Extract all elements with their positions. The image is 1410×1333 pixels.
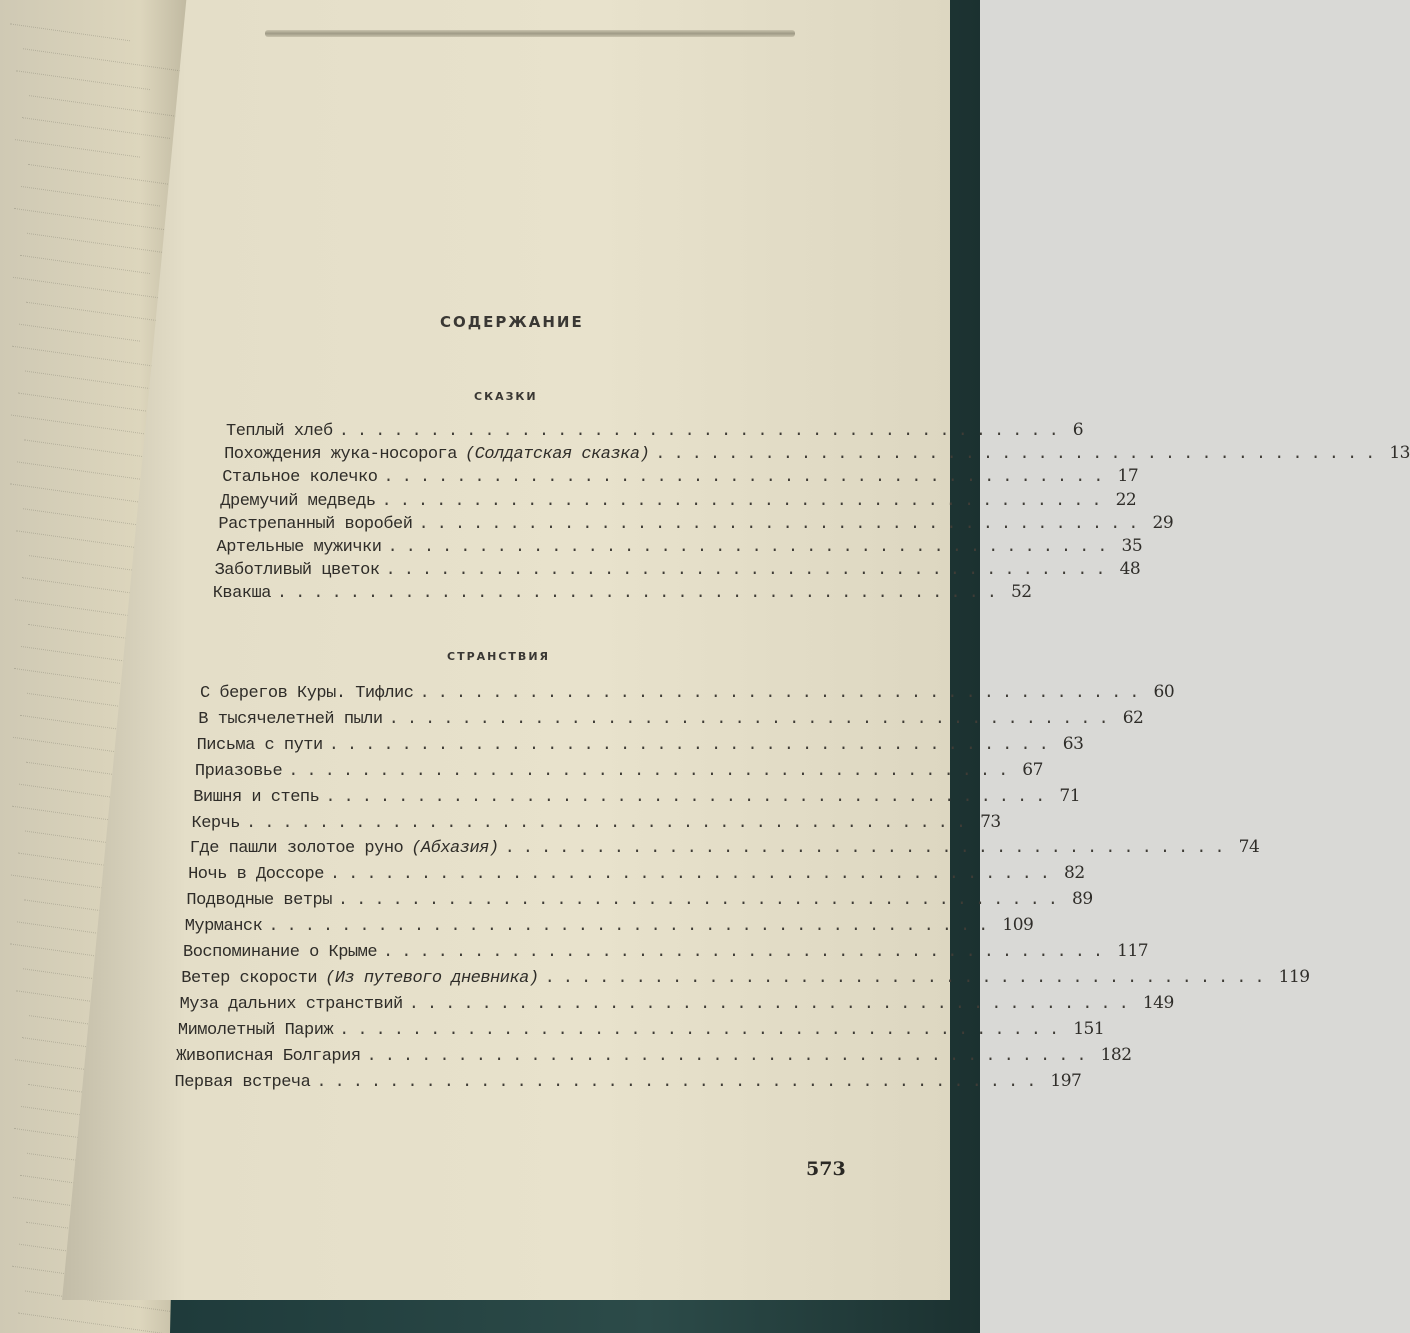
toc-entry-title: Письма с пути <box>196 735 323 755</box>
toc-entry-title: Артельные мужички <box>216 538 382 557</box>
toc-entry-title: Муза дальних странствий <box>179 994 403 1014</box>
toc-entry-subtitle: (Из путевого дневника) <box>325 968 539 988</box>
toc-entry-title: Подводные ветры <box>186 891 332 911</box>
toc-entry-page: 89 <box>1072 889 1093 910</box>
toc-entry-title: Квакша <box>212 584 271 604</box>
toc-entry <box>198 707 1144 734</box>
toc-entry <box>194 759 1043 786</box>
dot-leader: ........................................ <box>339 1020 1068 1040</box>
toc-entry-page: 60 <box>1153 682 1175 702</box>
toc-entry-page: 52 <box>1010 582 1032 603</box>
toc-entry <box>193 785 1081 812</box>
dot-leader: ........................................ <box>329 865 1058 885</box>
toc-entry <box>212 582 1032 608</box>
toc-entry-title: Стальное колечко <box>222 468 378 488</box>
toc-entry-page: 17 <box>1117 466 1139 487</box>
toc-entry <box>218 512 1174 539</box>
dot-leader: ........................................ <box>387 538 1116 557</box>
toc-entry-page: 63 <box>1062 733 1084 754</box>
toc-entry <box>214 559 1141 585</box>
toc-entry <box>183 941 1149 967</box>
dot-leader: ........................................ <box>383 943 1112 962</box>
dot-leader: ........................................ <box>338 422 1067 441</box>
header-rule <box>265 30 795 37</box>
toc-entry-title: Дремучий медведь <box>220 491 376 511</box>
toc-entry-title: Живописная Болгария <box>176 1046 361 1066</box>
toc-entry <box>226 420 1084 446</box>
toc-entry-title: В тысячелетней пыли <box>198 709 383 729</box>
toc-entry-page: 48 <box>1119 559 1141 580</box>
toc-entry-page: 82 <box>1064 863 1085 884</box>
section-heading-stranstviya: СТРАНСТВИЯ <box>447 650 550 663</box>
dot-leader: ........................................ <box>381 491 1110 511</box>
toc-entry-page: 119 <box>1278 966 1310 987</box>
dot-leader: ........................................ <box>268 917 997 937</box>
toc-entry-page: 109 <box>1002 915 1034 936</box>
toc-entry-title: Растрепанный воробей <box>218 514 413 534</box>
dot-leader: ........................................ <box>419 684 1148 703</box>
toc-entry-page: 182 <box>1100 1044 1132 1065</box>
toc-entry-page: 117 <box>1117 941 1149 961</box>
toc-entry-page: 62 <box>1122 707 1144 728</box>
toc-entry-title: Ветер скорости <box>181 968 318 988</box>
page-number: 573 <box>806 1158 846 1180</box>
toc-entry-page: 197 <box>1050 1070 1082 1091</box>
toc-entry-title: Воспоминание о Крыме <box>183 943 378 962</box>
section-heading-skazki: СКАЗКИ <box>474 390 538 403</box>
dot-leader: ........................................ <box>288 761 1017 781</box>
dot-leader: ........................................ <box>325 787 1054 807</box>
toc-entry-title: Теплый хлеб <box>226 422 333 441</box>
toc-entry-page: 71 <box>1059 785 1081 806</box>
dot-leader: ........................................ <box>408 994 1137 1014</box>
toc-entry-title: Приазовье <box>194 761 283 781</box>
toc-entry-title: Где пашли золотое руно <box>189 839 404 859</box>
toc-entry <box>189 837 1260 863</box>
toc-entry-subtitle: (Солдатская сказка) <box>464 445 650 465</box>
toc-entry-title: Керчь <box>191 813 241 833</box>
toc-entry <box>200 682 1175 708</box>
toc-entry <box>191 811 1001 838</box>
dot-leader: ........................................ <box>383 468 1112 488</box>
toc-entry-title: Заботливый цветок <box>214 561 380 581</box>
toc-entry-title: Вишня и степь <box>193 787 320 807</box>
toc-title: СОДЕРЖАНИЕ <box>440 313 584 331</box>
toc-entry <box>181 966 1310 993</box>
toc-entry <box>184 915 1034 941</box>
toc-entry-title: С берегов Куры. Тифлис <box>200 684 414 703</box>
toc-entry <box>220 489 1137 516</box>
toc-entry-page: 151 <box>1073 1018 1105 1039</box>
dot-leader: ........................................ <box>328 735 1057 755</box>
dot-leader: ........................................ <box>246 813 975 833</box>
toc-entry-page: 149 <box>1142 992 1174 1013</box>
toc-entry <box>177 1018 1105 1045</box>
toc-entry <box>176 1044 1132 1071</box>
toc-entry <box>188 863 1085 889</box>
dot-leader: ........................................ <box>366 1046 1095 1066</box>
dot-leader: ........................................ <box>388 709 1117 729</box>
toc-entry <box>174 1070 1082 1097</box>
toc-entry-title: Мимолетный Париж <box>177 1020 334 1040</box>
toc-entry-page: 67 <box>1022 759 1043 780</box>
toc-entry-page: 6 <box>1072 420 1084 440</box>
toc-entry-title: Похождения жука-носорога <box>224 445 457 465</box>
toc-entry-page: 13 <box>1389 443 1410 464</box>
dot-leader: ........................................ <box>544 968 1273 988</box>
toc-entry <box>179 992 1174 1019</box>
toc-entry-title: Мурманск <box>184 917 263 937</box>
toc-entry <box>196 733 1084 760</box>
dot-leader: ........................................ <box>655 445 1384 465</box>
dot-leader: ........................................ <box>385 561 1114 581</box>
toc-entry-page: 22 <box>1115 489 1137 510</box>
dot-leader: ........................................ <box>418 514 1147 534</box>
toc-entry <box>224 443 1410 469</box>
dot-leader: ........................................ <box>316 1072 1045 1092</box>
toc-entry-page: 73 <box>980 811 1001 832</box>
toc-entry-page: 29 <box>1152 512 1174 533</box>
toc-entry <box>186 889 1093 915</box>
dot-leader: ........................................ <box>276 584 1005 604</box>
toc-entry-page: 74 <box>1238 837 1260 858</box>
toc-entry <box>216 536 1143 562</box>
dot-leader: ........................................ <box>337 891 1066 911</box>
toc-entry-subtitle: (Абхазия) <box>411 839 499 859</box>
toc-entry-title: Первая встреча <box>174 1072 311 1092</box>
toc-entry-title: Ночь в Доссоре <box>188 865 324 885</box>
toc-entry <box>222 466 1139 492</box>
dot-leader: ........................................ <box>504 839 1233 859</box>
toc-entry-page: 35 <box>1121 536 1143 556</box>
